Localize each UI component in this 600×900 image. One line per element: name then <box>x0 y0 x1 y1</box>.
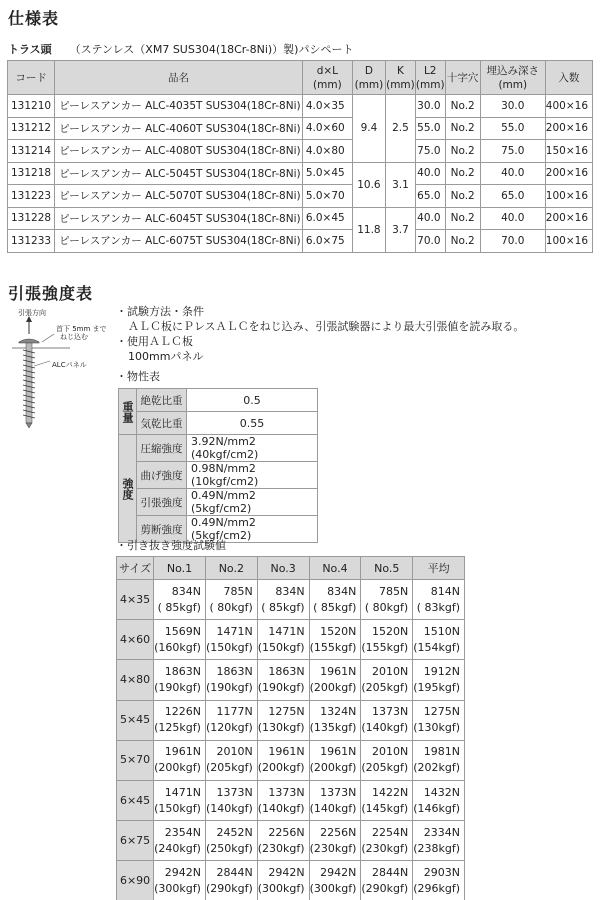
pull-value <box>205 861 257 900</box>
pull-size: 5×45 <box>117 700 154 740</box>
pull-value <box>154 580 206 620</box>
pull-newton: 2256N <box>320 825 357 839</box>
pull-newton: 785N <box>378 584 409 598</box>
pull-value <box>413 821 465 861</box>
pull-size: 6×45 <box>117 780 154 820</box>
pull-value <box>205 740 257 780</box>
spec-cross: No.2 <box>445 140 480 163</box>
spec-l2: 75.0 <box>415 140 445 163</box>
spec-depth: 40.0 <box>480 162 545 185</box>
panel-label: ALCパネル <box>52 361 87 369</box>
pull-value <box>309 700 361 740</box>
pull-value <box>361 580 413 620</box>
spec-row <box>8 162 593 185</box>
pull-value <box>257 780 309 820</box>
pull-newton: 1863N <box>268 664 305 678</box>
spec-header-row <box>8 61 593 95</box>
pull-kgf: (296kgf) <box>413 881 460 895</box>
props-value: 0.55 <box>187 412 318 435</box>
pull-value <box>413 740 465 780</box>
tensile-title: 引張強度表 <box>8 284 94 303</box>
spec-dxl: 4.0×80 <box>302 140 352 163</box>
pull-column-header: No.5 <box>361 557 413 580</box>
spec-k: 3.1 <box>385 162 415 207</box>
spec-column-header: コード <box>8 61 55 95</box>
spec-column-header: D (mm) <box>352 61 385 95</box>
props-label: 気乾比重 <box>137 412 187 435</box>
pull-value <box>154 861 206 900</box>
spec-k: 3.7 <box>385 207 415 252</box>
pull-size: 4×60 <box>117 620 154 660</box>
spec-depth: 65.0 <box>480 185 545 208</box>
pull-kgf: (200kgf) <box>257 761 305 775</box>
pull-column-header: No.3 <box>257 557 309 580</box>
props-row <box>119 389 318 412</box>
pull-kgf: (205kgf) <box>205 761 253 775</box>
spec-l2: 70.0 <box>415 230 445 253</box>
strength-group-label: 強度 <box>119 435 137 543</box>
pull-column-header: No.2 <box>205 557 257 580</box>
pull-newton: 2942N <box>320 865 357 879</box>
spec-dxl: 5.0×70 <box>302 185 352 208</box>
props-row <box>119 489 318 516</box>
pull-newton: 1961N <box>268 745 305 759</box>
spec-d: 9.4 <box>352 95 385 163</box>
pull-kgf: (300kgf) <box>309 881 357 895</box>
pull-size: 6×90 <box>117 861 154 900</box>
pull-newton: 1510N <box>423 624 460 638</box>
pull-value <box>257 700 309 740</box>
pull-title: ・引き抜き強度試験値 <box>116 539 226 552</box>
pull-newton: 2452N <box>216 825 253 839</box>
props-value: 0.98N/mm2 (10kgf/cm2) <box>187 462 318 489</box>
pull-kgf: (140kgf) <box>309 801 357 815</box>
pull-kgf: (155kgf) <box>309 640 357 654</box>
props-row <box>119 412 318 435</box>
pull-value <box>309 580 361 620</box>
pull-value <box>361 700 413 740</box>
pull-row <box>117 660 465 700</box>
spec-qty: 200×16 <box>545 207 592 230</box>
spec-column-header: L2 (mm) <box>415 61 445 95</box>
pull-kgf: (200kgf) <box>309 680 357 694</box>
pull-newton: 1981N <box>423 745 460 759</box>
pull-newton: 1471N <box>164 785 201 799</box>
spec-row <box>8 117 593 140</box>
pull-kgf: (150kgf) <box>257 640 305 654</box>
pull-kgf: (240kgf) <box>154 841 201 855</box>
pull-value <box>309 740 361 780</box>
props-title: ・物性表 <box>116 370 160 383</box>
pull-kgf: (290kgf) <box>361 881 409 895</box>
spec-row <box>8 207 593 230</box>
spec-dxl: 4.0×60 <box>302 117 352 140</box>
spec-cross: No.2 <box>445 207 480 230</box>
spec-qty: 100×16 <box>545 185 592 208</box>
spec-code: 131218 <box>8 162 55 185</box>
pull-newton: 1226N <box>164 705 201 719</box>
props-value: 0.49N/mm2 (5kgf/cm2) <box>187 516 318 543</box>
pull-newton: 1373N <box>216 785 253 799</box>
pull-kgf: ( 85kgf) <box>261 600 305 614</box>
pull-value <box>205 580 257 620</box>
pull-row <box>117 740 465 780</box>
pull-kgf: (202kgf) <box>413 761 460 775</box>
anchor-diagram <box>12 306 122 436</box>
pull-kgf: (230kgf) <box>309 841 357 855</box>
spec-dxl: 5.0×45 <box>302 162 352 185</box>
pull-value <box>257 821 309 861</box>
pull-kgf: (190kgf) <box>205 680 253 694</box>
spec-cross: No.2 <box>445 95 480 118</box>
spec-depth: 75.0 <box>480 140 545 163</box>
pull-value <box>257 740 309 780</box>
pull-kgf: (230kgf) <box>361 841 409 855</box>
pull-kgf: ( 83kgf) <box>416 600 460 614</box>
pull-row <box>117 580 465 620</box>
pull-kgf: (205kgf) <box>361 680 409 694</box>
pull-row <box>117 620 465 660</box>
spec-code: 131228 <box>8 207 55 230</box>
spec-qty: 200×16 <box>545 162 592 185</box>
pull-kgf: (238kgf) <box>413 841 460 855</box>
spec-l2: 30.0 <box>415 95 445 118</box>
pull-kgf: (195kgf) <box>413 680 460 694</box>
pull-kgf: (150kgf) <box>205 640 253 654</box>
spec-table <box>7 60 593 253</box>
pull-size: 4×80 <box>117 660 154 700</box>
pull-newton: 2010N <box>371 745 409 759</box>
pull-value <box>154 660 206 700</box>
pull-value <box>205 700 257 740</box>
pull-newton: 834N <box>327 584 357 598</box>
pull-row <box>117 780 465 820</box>
spec-l2: 40.0 <box>415 162 445 185</box>
pull-size: 4×35 <box>117 580 154 620</box>
spec-code: 131223 <box>8 185 55 208</box>
pull-newton: 1177N <box>216 705 253 719</box>
pull-newton: 1422N <box>371 785 409 799</box>
pull-newton: 1324N <box>320 705 357 719</box>
spec-dxl: 4.0×35 <box>302 95 352 118</box>
pull-value <box>309 620 361 660</box>
spec-depth: 55.0 <box>480 117 545 140</box>
pull-column-header: サイズ <box>117 557 154 580</box>
pull-value <box>205 780 257 820</box>
spec-d: 11.8 <box>352 207 385 252</box>
pull-newton: 1912N <box>423 664 460 678</box>
pull-row <box>117 821 465 861</box>
spec-code: 131233 <box>8 230 55 253</box>
direction-label: 引張方向 <box>18 309 46 317</box>
pull-newton: 2010N <box>216 745 253 759</box>
pull-newton: 1863N <box>216 664 253 678</box>
spec-column-header: d×L (mm) <box>302 61 352 95</box>
pull-column-header: No.1 <box>154 557 206 580</box>
pull-kgf: (135kgf) <box>309 721 357 735</box>
pull-test-table <box>116 556 465 900</box>
spec-cross: No.2 <box>445 117 480 140</box>
spec-column-header: K (mm) <box>385 61 415 95</box>
spec-l2: 40.0 <box>415 207 445 230</box>
spec-row <box>8 140 593 163</box>
pull-kgf: ( 80kgf) <box>209 600 253 614</box>
pull-newton: 2256N <box>268 825 305 839</box>
pull-newton: 2903N <box>423 865 460 879</box>
spec-qty: 200×16 <box>545 117 592 140</box>
spec-qty: 100×16 <box>545 230 592 253</box>
pull-value <box>413 780 465 820</box>
spec-name: ピーレスアンカー ALC-6045T SUS304(18Cr-8Ni) <box>55 207 303 230</box>
spec-dxl: 6.0×75 <box>302 230 352 253</box>
depth-label-2: ねじ込む <box>60 333 88 341</box>
pull-value <box>257 620 309 660</box>
spec-depth: 70.0 <box>480 230 545 253</box>
pull-newton: 2354N <box>164 825 201 839</box>
pull-newton: 1373N <box>371 705 409 719</box>
pull-kgf: (130kgf) <box>257 721 305 735</box>
pull-value <box>154 780 206 820</box>
props-label: 絶乾比重 <box>137 389 187 412</box>
head-type-label: トラス頭 <box>8 43 52 56</box>
pull-newton: 1275N <box>423 705 460 719</box>
pull-newton: 1520N <box>320 624 357 638</box>
spec-name: ピーレスアンカー ALC-5070T SUS304(18Cr-8Ni) <box>55 185 303 208</box>
pull-value <box>361 861 413 900</box>
pull-value <box>413 580 465 620</box>
physical-properties-table <box>118 388 318 543</box>
props-label: 曲げ強度 <box>137 462 187 489</box>
test-method-text: ＡＬＣ板にＰレスＡＬＣをねじ込み、引張試験器により最大引張値を読み取る。 <box>128 320 525 333</box>
spec-name: ピーレスアンカー ALC-5045T SUS304(18Cr-8Ni) <box>55 162 303 185</box>
spec-code: 131214 <box>8 140 55 163</box>
spec-name: ピーレスアンカー ALC-4060T SUS304(18Cr-8Ni) <box>55 117 303 140</box>
pull-newton: 1961N <box>164 745 201 759</box>
spec-qty: 400×16 <box>545 95 592 118</box>
pull-kgf: (155kgf) <box>361 640 409 654</box>
spec-name: ピーレスアンカー ALC-6075T SUS304(18Cr-8Ni) <box>55 230 303 253</box>
pull-value <box>257 580 309 620</box>
spec-cross: No.2 <box>445 185 480 208</box>
spec-cross: No.2 <box>445 162 480 185</box>
spec-column-header: 入数 <box>545 61 592 95</box>
pull-value <box>361 620 413 660</box>
pull-header-row <box>117 557 465 580</box>
pull-kgf: (250kgf) <box>205 841 253 855</box>
pull-value <box>361 780 413 820</box>
used-panel-note <box>116 334 203 364</box>
depth-label-1: 首下 5mm まで <box>56 325 107 333</box>
pull-value <box>154 700 206 740</box>
pull-kgf: (190kgf) <box>257 680 305 694</box>
pull-kgf: ( 85kgf) <box>157 600 201 614</box>
pull-value <box>257 660 309 700</box>
pull-kgf: (300kgf) <box>154 881 201 895</box>
spec-name: ピーレスアンカー ALC-4035T SUS304(18Cr-8Ni) <box>55 95 303 118</box>
pull-value <box>205 660 257 700</box>
pull-newton: 2942N <box>268 865 305 879</box>
pull-kgf: (125kgf) <box>154 721 201 735</box>
pull-newton: 2844N <box>371 865 409 879</box>
spec-l2: 65.0 <box>415 185 445 208</box>
pull-value <box>413 861 465 900</box>
pull-newton: 785N <box>223 584 253 598</box>
pull-kgf: (130kgf) <box>413 721 460 735</box>
pull-newton: 2334N <box>423 825 460 839</box>
pull-newton: 2010N <box>371 664 409 678</box>
pull-newton: 1275N <box>268 705 305 719</box>
pull-kgf: ( 85kgf) <box>313 600 357 614</box>
pull-value <box>361 821 413 861</box>
pull-value <box>361 740 413 780</box>
pull-kgf: (200kgf) <box>309 761 357 775</box>
pull-newton: 1373N <box>268 785 305 799</box>
pull-kgf: (205kgf) <box>361 761 409 775</box>
props-value: 0.49N/mm2 (5kgf/cm2) <box>187 489 318 516</box>
pull-column-header: 平均 <box>413 557 465 580</box>
pull-newton: 1569N <box>164 624 201 638</box>
props-label: 圧縮強度 <box>137 435 187 462</box>
spec-cross: No.2 <box>445 230 480 253</box>
pull-value <box>413 620 465 660</box>
pull-newton: 1432N <box>423 785 460 799</box>
pull-kgf: ( 80kgf) <box>364 600 409 614</box>
pull-row <box>117 861 465 900</box>
pull-kgf: (140kgf) <box>361 721 409 735</box>
pull-kgf: (290kgf) <box>205 881 253 895</box>
pull-kgf: (140kgf) <box>205 801 253 815</box>
pull-newton: 2844N <box>216 865 253 879</box>
props-value: 3.92N/mm2 (40kgf/cm2) <box>187 435 318 462</box>
pull-value <box>309 821 361 861</box>
used-panel-title: ・使用ＡＬＣ板 <box>116 335 193 348</box>
pull-value <box>309 660 361 700</box>
spec-code: 131212 <box>8 117 55 140</box>
pull-value <box>154 740 206 780</box>
pull-newton: 1471N <box>268 624 305 638</box>
pull-kgf: (300kgf) <box>257 881 305 895</box>
spec-row <box>8 185 593 208</box>
pull-value <box>205 821 257 861</box>
spec-k: 2.5 <box>385 95 415 163</box>
spec-depth: 30.0 <box>480 95 545 118</box>
pull-kgf: (150kgf) <box>154 801 201 815</box>
pull-newton: 834N <box>171 584 201 598</box>
spec-column-header: 品名 <box>55 61 303 95</box>
pull-kgf: (230kgf) <box>257 841 305 855</box>
props-label: 引張強度 <box>137 489 187 516</box>
spec-code: 131210 <box>8 95 55 118</box>
pull-value <box>361 660 413 700</box>
props-label: 剪断強度 <box>137 516 187 543</box>
spec-depth: 40.0 <box>480 207 545 230</box>
pull-value <box>309 780 361 820</box>
test-method-note <box>116 304 524 334</box>
props-row <box>119 462 318 489</box>
test-method-title: ・試験方法・条件 <box>116 305 204 318</box>
pull-kgf: (140kgf) <box>257 801 305 815</box>
pull-kgf: (160kgf) <box>154 640 201 654</box>
pull-value <box>205 620 257 660</box>
pull-size: 6×75 <box>117 821 154 861</box>
spec-row <box>8 230 593 253</box>
spec-name: ピーレスアンカー ALC-4080T SUS304(18Cr-8Ni) <box>55 140 303 163</box>
pull-kgf: (200kgf) <box>154 761 201 775</box>
pull-newton: 1373N <box>320 785 357 799</box>
material-note: （ステンレス（XM7 SUS304(18Cr-8Ni)）製)パシペート <box>69 43 354 56</box>
pull-value <box>309 861 361 900</box>
spec-subtitle <box>8 41 353 57</box>
pull-newton: 1520N <box>371 624 409 638</box>
pull-value <box>413 660 465 700</box>
spec-column-header: 埋込み深さ (mm) <box>480 61 545 95</box>
pull-kgf: (120kgf) <box>205 721 253 735</box>
props-row <box>119 435 318 462</box>
pull-kgf: (145kgf) <box>361 801 409 815</box>
pull-kgf: (190kgf) <box>154 680 201 694</box>
pull-value <box>257 861 309 900</box>
pull-size: 5×70 <box>117 740 154 780</box>
props-value: 0.5 <box>187 389 318 412</box>
pull-newton: 1863N <box>164 664 201 678</box>
pull-value <box>154 821 206 861</box>
weight-group-label: 重量 <box>119 389 137 435</box>
pull-newton: 1961N <box>320 664 357 678</box>
pull-kgf: (154kgf) <box>413 640 460 654</box>
pull-newton: 2942N <box>164 865 201 879</box>
used-panel-text: 100mmパネル <box>128 350 204 363</box>
pull-newton: 2254N <box>371 825 409 839</box>
pull-column-header: No.4 <box>309 557 361 580</box>
spec-title: 仕様表 <box>8 9 60 28</box>
pull-newton: 1961N <box>320 745 357 759</box>
pull-newton: 814N <box>430 584 460 598</box>
spec-l2: 55.0 <box>415 117 445 140</box>
spec-dxl: 6.0×45 <box>302 207 352 230</box>
spec-d: 10.6 <box>352 162 385 207</box>
pull-value <box>154 620 206 660</box>
spec-column-header: 十字穴 <box>445 61 480 95</box>
pull-row <box>117 700 465 740</box>
pull-newton: 1471N <box>216 624 253 638</box>
pull-newton: 834N <box>275 584 305 598</box>
pull-value <box>413 700 465 740</box>
pull-kgf: (146kgf) <box>413 801 460 815</box>
spec-qty: 150×16 <box>545 140 592 163</box>
spec-row <box>8 95 593 118</box>
